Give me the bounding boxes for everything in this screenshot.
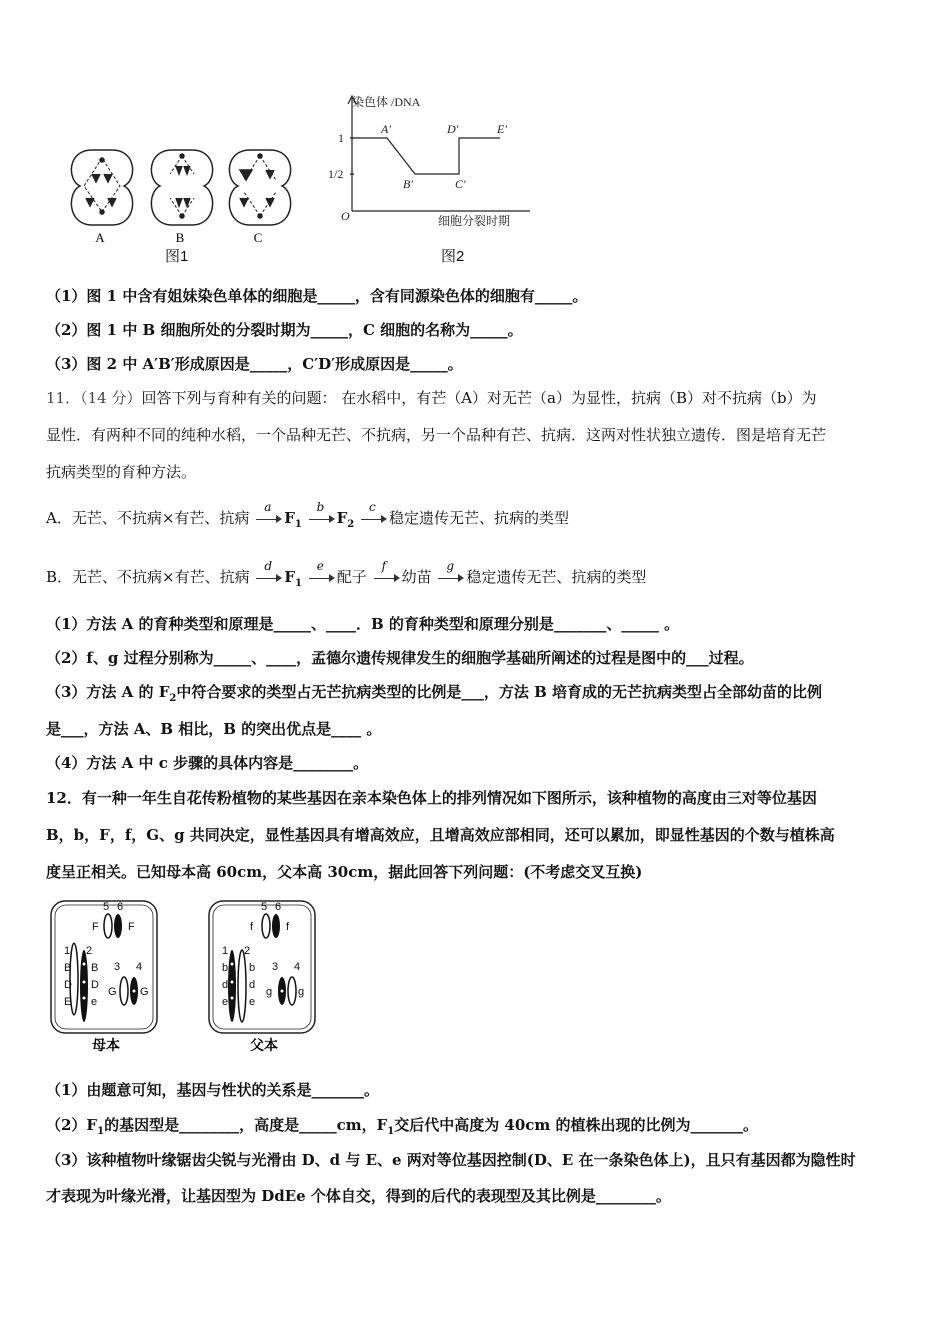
q11-intro-line1 bbox=[46, 388, 817, 408]
cell-label-b: B bbox=[175, 230, 185, 245]
arrow-c bbox=[361, 500, 387, 526]
method-b-gamete: 配子 bbox=[336, 568, 367, 586]
method-b bbox=[46, 559, 647, 594]
father-gene-12: 3 bbox=[272, 961, 279, 973]
father-gene-10: e bbox=[222, 996, 229, 1008]
cell-c bbox=[229, 150, 290, 225]
mother-gene-9: D bbox=[91, 979, 99, 991]
point-c: C′ bbox=[455, 177, 466, 191]
arrow-g bbox=[438, 559, 464, 585]
figure-1-caption: 图1 bbox=[165, 248, 189, 265]
q11-part1: （1）方法 A 的育种类型和原理是_____、____．B 的育种类型和原理分别是_______、_____ 。 bbox=[46, 615, 680, 633]
point-b: B′ bbox=[403, 177, 413, 191]
method-a-start: A．无芒、不抗病×有芒、抗病 bbox=[46, 509, 250, 527]
cell-label-a: A bbox=[95, 230, 105, 245]
method-a-end: 稳定遗传无芒、抗病的类型 bbox=[389, 509, 570, 527]
arrow-d bbox=[256, 559, 282, 585]
q10-part1: （1）图 1 中含有姐妹染色单体的细胞是_____，含有同源染色体的细胞有_____。 bbox=[46, 287, 588, 305]
mother-gene-4: 1 bbox=[64, 945, 71, 957]
point-e: E′ bbox=[497, 122, 507, 136]
q10-part3: （3）图 2 中 A′B′形成原因是_____，C′D′形成原因是_____。 bbox=[46, 355, 463, 373]
mother-gene-5: 2 bbox=[86, 945, 93, 957]
method-b-end: 稳定遗传无芒、抗病的类型 bbox=[466, 568, 647, 586]
arrow-c-label: c bbox=[369, 500, 376, 514]
mother-gene-3: F bbox=[128, 921, 135, 933]
father-gene-11: e bbox=[249, 996, 256, 1008]
q12-part1: （1）由题意可知，基因与性状的关系是_______。 bbox=[46, 1081, 379, 1099]
mother-gene-15: G bbox=[140, 986, 149, 998]
father-gene-0: 5 bbox=[261, 901, 268, 913]
mother-gene-13: 4 bbox=[136, 961, 143, 973]
graph-y-label: 染色体 /DNA bbox=[352, 95, 421, 109]
q12-part3-line2: 才表现为叶缘光滑，让基因型为 DdEe 个体自交，得到的后代的表现型及其比例是________。 bbox=[46, 1187, 671, 1205]
graph-line bbox=[352, 138, 500, 174]
father-gene-14: g bbox=[266, 986, 273, 998]
method-a-f1: $F_1$ bbox=[284, 509, 302, 530]
graph-origin: O bbox=[341, 209, 350, 223]
tick-half: 1/2 bbox=[328, 167, 344, 181]
mother-label: 母本 bbox=[92, 1037, 120, 1053]
mother-gene-0: 5 bbox=[103, 901, 110, 913]
father-gene-7: b bbox=[249, 962, 256, 974]
q11-part3-line2: 是___，方法 A、B 相比，B 的突出优点是____ 。 bbox=[46, 720, 382, 738]
q12-part3-line1: （3）该种植物叶缘锯齿尖锐与光滑由 D、d 与 E、e 两对等位基因控制(D、E 在一条染色体上)，且只有基因都为隐性时 bbox=[46, 1151, 856, 1169]
method-a bbox=[46, 500, 570, 535]
father-label: 父本 bbox=[250, 1037, 278, 1053]
arrow-b bbox=[309, 500, 335, 526]
q11-intro-line3: 抗病类型的育种方法。 bbox=[46, 463, 197, 481]
mother-gene-6: B bbox=[64, 962, 72, 974]
father-gene-5: 2 bbox=[244, 945, 251, 957]
q12-intro-line3: 度呈正相关。已知母本高 60cm，父本高 30cm，据此回答下列问题：(不考虑交叉互换) bbox=[46, 863, 643, 881]
father-gene-9: d bbox=[249, 979, 256, 991]
mother-gene-12: 3 bbox=[114, 961, 121, 973]
q10-part2: （2）图 1 中 B 细胞所处的分裂时期为_____，C 细胞的名称为_____。 bbox=[46, 321, 523, 339]
tick-1: 1 bbox=[338, 131, 344, 145]
method-b-start: B．无芒、不抗病×有芒、抗病 bbox=[46, 568, 250, 586]
arrow-a-label: a bbox=[264, 500, 272, 514]
graph-x-label: 细胞分裂时期 bbox=[438, 214, 511, 228]
mother-gene-10: E bbox=[64, 996, 72, 1008]
point-d: D′ bbox=[447, 122, 459, 136]
cell-a bbox=[71, 150, 132, 225]
father-gene-2: f bbox=[250, 921, 254, 933]
q12-part2: $(2)F_1$的基因型是________，高度是_____cm，$F_1$交后代中高度为 40cm 的植株出现的比例为_______。 bbox=[46, 1116, 759, 1137]
q11-intro-line2: 显性．有两种不同的纯种水稻，一个品种无芒、不抗病，另一个品种有芒、抗病．这两对性状独立遗传．图是培育无芒 bbox=[46, 426, 827, 444]
q11-part4: （4）方法 A 中 c 步骤的具体内容是________。 bbox=[46, 754, 369, 772]
arrow-f-label: f bbox=[381, 559, 387, 573]
father-gene-4: 1 bbox=[222, 945, 229, 957]
arrow-f bbox=[374, 559, 400, 585]
method-b-seedling: 幼苗 bbox=[401, 568, 432, 586]
q11-part3-line1: （3）方法 A 的 $F_2$中符合要求的类型占无芒抗病类型的比例是___，方法 B 培育成的无芒抗病类型占全部幼苗的比例 bbox=[46, 683, 823, 704]
arrow-b-label: b bbox=[316, 500, 325, 514]
arrow-a bbox=[256, 500, 282, 526]
mother-gene-11: e bbox=[91, 996, 98, 1008]
father-gene-8: d bbox=[222, 979, 229, 991]
figure-2-caption: 图2 bbox=[441, 248, 465, 265]
father-gene-1: 6 bbox=[275, 901, 282, 913]
mother-gene-1: 6 bbox=[117, 901, 124, 913]
father-gene-6: b bbox=[222, 962, 229, 974]
q12-intro-line1: 12．有一种一年生自花传粉植物的某些基因在亲本染色体上的排列情况如下图所示，该种植物的高度由三对等位基因 bbox=[46, 789, 817, 807]
arrow-d-label: d bbox=[264, 559, 273, 573]
q11-number: 11．（14 分） bbox=[46, 389, 142, 407]
mother-gene-8: D bbox=[64, 979, 72, 991]
father-gene-15: g bbox=[298, 986, 305, 998]
mother-gene-7: B bbox=[91, 962, 99, 974]
arrow-e bbox=[309, 559, 335, 585]
mother-gene-14: G bbox=[108, 986, 117, 998]
arrow-e-label: e bbox=[316, 559, 324, 573]
q12-intro-line2: B，b，F，f，G、g 共同决定，显性基因具有增高效应，且增高效应部相同，还可以累加，即显性基因的个数与植株高 bbox=[46, 826, 835, 844]
figure-2-graph bbox=[325, 88, 535, 238]
father-gene-3: f bbox=[286, 921, 290, 933]
cell-label-c: C bbox=[253, 230, 263, 245]
mother-gene-2: F bbox=[92, 921, 99, 933]
father-gene-13: 4 bbox=[294, 961, 301, 973]
method-a-f2: $F_2$ bbox=[336, 509, 355, 530]
q11-part2: （2）f、g 过程分别称为_____、____，孟德尔遗传规律发生的细胞学基础所阐述的过程是图中的___过程。 bbox=[46, 649, 754, 667]
q11-intro-text: 回答下列与育种有关的问题： 在水稻中，有芒（A）对无芒（a）为显性，抗病（B）对不抗病（b）为 bbox=[141, 389, 817, 407]
arrow-g-label: g bbox=[446, 559, 455, 573]
method-b-f1: $F_1$ bbox=[284, 568, 302, 589]
cell-b bbox=[151, 150, 212, 225]
figure-chromosomes bbox=[48, 898, 328, 1058]
point-a: A′ bbox=[381, 122, 391, 136]
